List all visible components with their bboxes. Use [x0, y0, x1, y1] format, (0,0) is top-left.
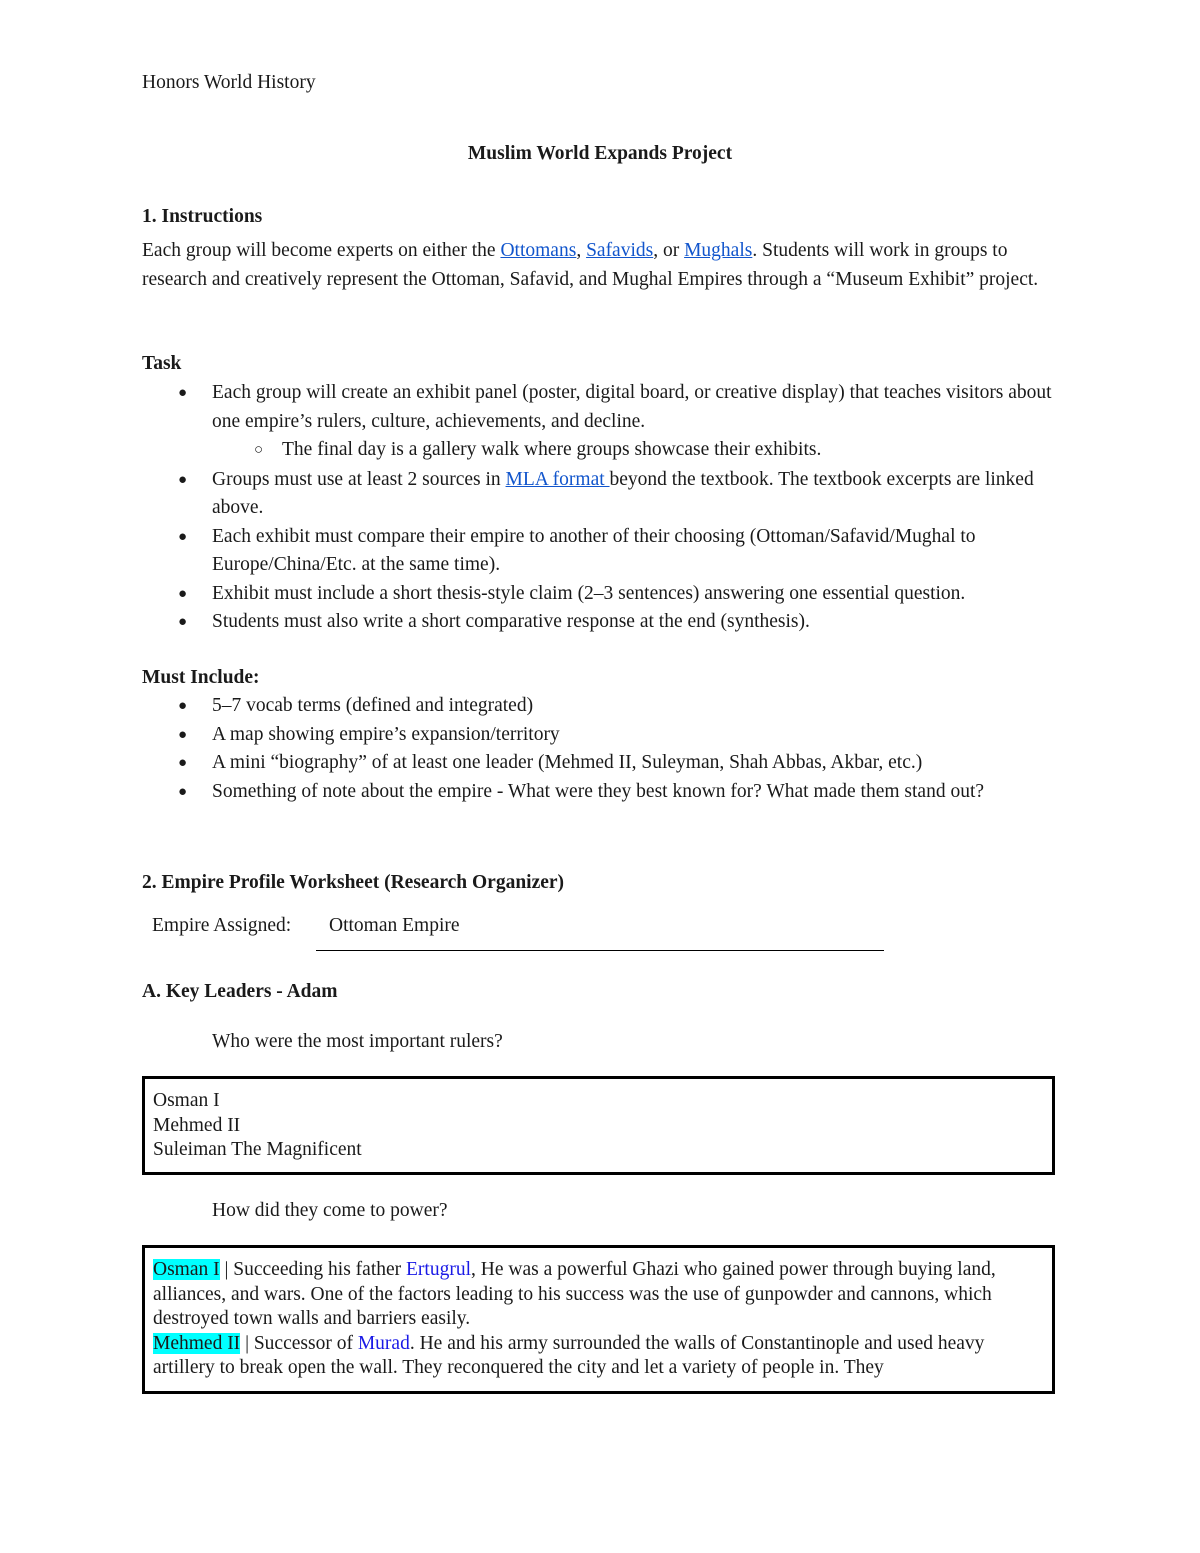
circle-bullet-icon: ○	[254, 442, 264, 458]
bullet-icon: ●	[178, 528, 188, 545]
course-header: Honors World History	[142, 72, 316, 93]
list-item-text: The final day is a gallery walk where groups showcase their exhibits.	[282, 439, 822, 460]
empire-assigned-value[interactable]: Ottoman Empire	[329, 915, 460, 936]
rulers-answer-box[interactable]	[142, 1076, 1055, 1175]
key-leaders-heading: A. Key Leaders - Adam	[142, 981, 338, 1002]
task-heading: Task	[142, 353, 182, 374]
safavids-link[interactable]: Safavids	[586, 240, 654, 261]
ottomans-link[interactable]: Ottomans	[500, 240, 577, 261]
bullet-icon: ●	[178, 698, 188, 714]
empire-field-underline	[316, 950, 884, 951]
intro-text: Each group will become experts on either the	[142, 240, 501, 261]
list-item-text: beyond the textbook. The textbook excerpts are linked above.	[212, 468, 1034, 518]
list-item-text: Each exhibit must compare their empire to another of their choosing (Ottoman/Safavid/Mughal to Europe/China/Etc. at the same time).	[212, 525, 976, 575]
answer-text: , He was a powerful Ghazi who gained power through buying land, alliances, and wars. One of the factors leading to his success was the use of gunpowder and cannons, which destroyed town walls and barriers easily.	[153, 1259, 996, 1329]
mehmed-paragraph	[153, 1332, 1045, 1381]
list-item-text: A map showing empire’s expansion/territory	[212, 723, 560, 745]
list-item-text: 5–7 vocab terms (defined and integrated)	[212, 695, 534, 716]
list-item-text: Something of note about the empire - What were they best known for? What made them stand out?	[212, 780, 985, 802]
intro-text: . Students will work in groups to research and creatively represent the Ottoman, Safavid, and Mughal Empires through a “Museum Exhibit” project.	[142, 240, 1039, 290]
answer-text: . He and his army surrounded the walls of Constantinople and used heavy artillery to break open the wall. They reconquered the city and let a variety of people in. They	[153, 1332, 985, 1378]
document-title: Muslim World Expands Project	[467, 143, 733, 164]
answer-text: | Succeeding his father	[219, 1259, 407, 1280]
list-item	[142, 608, 1062, 637]
list-item-text: Students must also write a short comparative response at the end (synthesis).	[212, 611, 810, 632]
osman-highlight: Osman I	[153, 1259, 220, 1280]
ertugrul-name: Ertugrul	[406, 1259, 471, 1280]
list-item	[142, 778, 1062, 807]
list-item	[142, 466, 1062, 523]
list-item	[142, 523, 1062, 580]
list-item	[142, 580, 1062, 609]
sub-list-item	[142, 436, 1062, 465]
bullet-icon: ●	[178, 585, 188, 602]
intro-sep: ,	[576, 240, 587, 261]
ruler-name: Osman I	[153, 1090, 220, 1111]
answer-text: | Successor of	[240, 1332, 358, 1354]
bullet-icon: ●	[178, 726, 188, 743]
list-item	[142, 692, 1062, 721]
list-item	[142, 379, 1062, 465]
list-item-text: Exhibit must include a short thesis-style claim (2–3 sentences) answering one essential question.	[212, 582, 966, 604]
list-item-text: Each group will create an exhibit panel (poster, digital board, or creative display) that teaches visitors about one empire’s rulers, culture, achievements, and decline.	[212, 382, 1052, 432]
ruler-name: Mehmed II	[153, 1114, 241, 1136]
list-item	[142, 749, 1062, 778]
rulers-question: Who were the most important rulers?	[212, 1031, 503, 1052]
ruler-name: Suleiman The Magnificent	[153, 1139, 362, 1160]
bullet-icon: ●	[178, 471, 188, 488]
list-item-text: Groups must use at least 2 sources in	[212, 468, 506, 490]
worksheet-heading: 2. Empire Profile Worksheet (Research Organizer)	[142, 872, 565, 893]
bullet-icon: ●	[178, 385, 188, 401]
bullet-icon: ●	[178, 783, 188, 800]
instructions-intro	[142, 237, 1042, 294]
list-item	[142, 721, 1062, 750]
bullet-icon: ●	[178, 614, 188, 630]
mehmed-highlight: Mehmed II	[153, 1332, 241, 1354]
list-item-text: A mini “biography” of at least one leader (Mehmed II, Suleyman, Shah Abbas, Akbar, etc.)	[212, 752, 923, 773]
murad-name: Murad	[357, 1332, 410, 1354]
intro-sep: , or	[653, 240, 685, 261]
power-question: How did they come to power?	[212, 1200, 448, 1221]
mughals-link[interactable]: Mughals	[684, 240, 753, 261]
task-list	[142, 379, 1062, 637]
osman-paragraph	[153, 1258, 1045, 1332]
bullet-icon: ●	[178, 755, 188, 771]
power-answer-box[interactable]	[142, 1245, 1055, 1394]
empire-assigned-label: Empire Assigned:	[152, 915, 292, 936]
must-include-heading: Must Include:	[142, 667, 260, 688]
must-include-list	[142, 692, 1062, 806]
instructions-heading: 1. Instructions	[142, 206, 263, 227]
mla-format-link[interactable]: MLA format	[505, 468, 610, 490]
